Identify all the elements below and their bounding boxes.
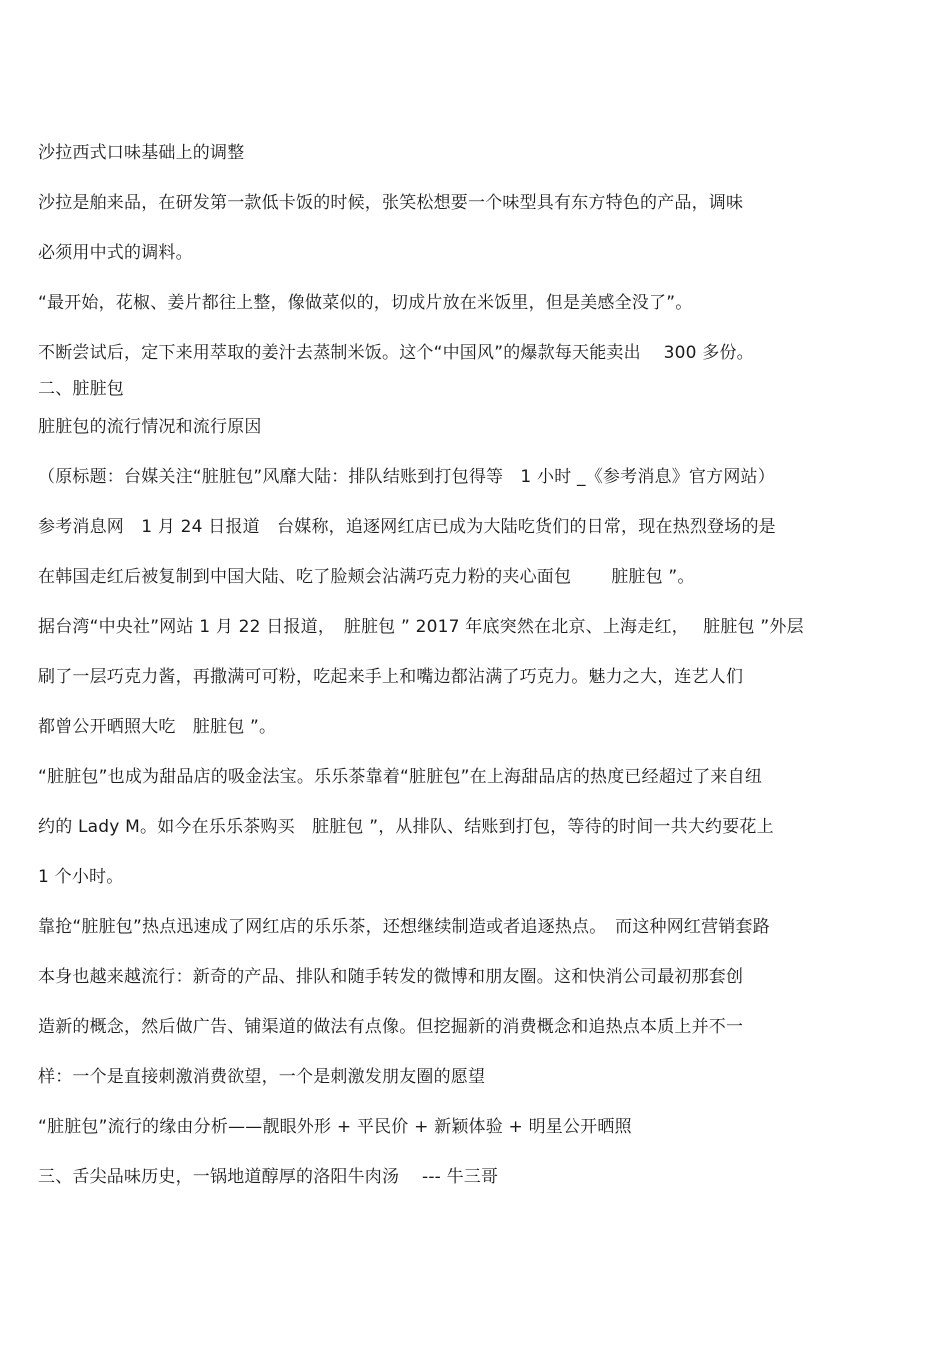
section-heading-3: 三、舌尖品味历史，一锅地道醇厚的洛阳牛肉汤 --- 牛三哥: [38, 1167, 499, 1187]
section-heading-2: 二、脏脏包: [38, 379, 124, 399]
paragraph-line: 约的 Lady M。如今在乐乐茶购买 脏脏包 ”，从排队、结账到打包，等待的时间一共大约要花上: [38, 817, 774, 837]
paragraph-line: （原标题：台媒关注“脏脏包”风靡大陆：排队结账到打包得等 1 小时 _《参考消息》官方网站）: [38, 467, 775, 487]
paragraph-line: 在韩国走红后被复制到中国大陆、吃了脸颊会沾满巧克力粉的夹心面包 脏脏包 ”。: [38, 567, 695, 587]
paragraph-line: 1 个小时。: [38, 867, 124, 887]
paragraph-line: 样：一个是直接刺激消费欲望，一个是刺激发朋友圈的愿望: [38, 1067, 486, 1087]
paragraph-line: 沙拉是舶来品，在研发第一款低卡饭的时候，张笑松想要一个味型具有东方特色的产品，调味: [38, 193, 744, 213]
paragraph-line: 不断尝试后，定下来用萃取的姜汁去蒸制米饭。这个“中国风”的爆款每天能卖出 300 多份。: [38, 343, 754, 363]
paragraph-line: 据台湾“中央社”网站 1 月 22 日报道， 脏脏包 ” 2017 年底突然在北京、上海走红， 脏脏包 ”外层: [38, 617, 804, 637]
analysis-summary-line: “脏脏包”流行的缘由分析——靓眼外形 + 平民价 + 新颖体验 + 明星公开晒照: [38, 1117, 632, 1137]
paragraph-line: 都曾公开晒照大吃 脏脏包 ”。: [38, 717, 277, 737]
section-subheading-dirty-bun: 脏脏包的流行情况和流行原因: [38, 417, 262, 437]
paragraph-line: 靠抢“脏脏包”热点迅速成了网红店的乐乐茶，还想继续制造或者追逐热点。 而这种网红营销套路: [38, 917, 770, 937]
paragraph-line: 造新的概念，然后做广告、铺渠道的做法有点像。但挖掘新的消费概念和追热点本质上并不一: [38, 1017, 744, 1037]
paragraph-line: 参考消息网 1 月 24 日报道 台媒称，追逐网红店已成为大陆吃货们的日常，现在热烈登场的是: [38, 517, 776, 537]
paragraph-line: 必须用中式的调料。: [38, 243, 193, 263]
section-subheading-salad: 沙拉西式口味基础上的调整: [38, 143, 245, 163]
paragraph-line: 本身也越来越流行：新奇的产品、排队和随手转发的微博和朋友圈。这和快消公司最初那套创: [38, 967, 744, 987]
paragraph-line: “最开始，花椒、姜片都往上整，像做菜似的，切成片放在米饭里，但是美感全没了”。: [38, 293, 693, 313]
paragraph-line: 刷了一层巧克力酱，再撒满可可粉，吃起来手上和嘴边都沾满了巧克力。魅力之大，连艺人们: [38, 667, 744, 687]
paragraph-line: “脏脏包”也成为甜品店的吸金法宝。乐乐茶靠着“脏脏包”在上海甜品店的热度已经超过了来自纽: [38, 767, 763, 787]
